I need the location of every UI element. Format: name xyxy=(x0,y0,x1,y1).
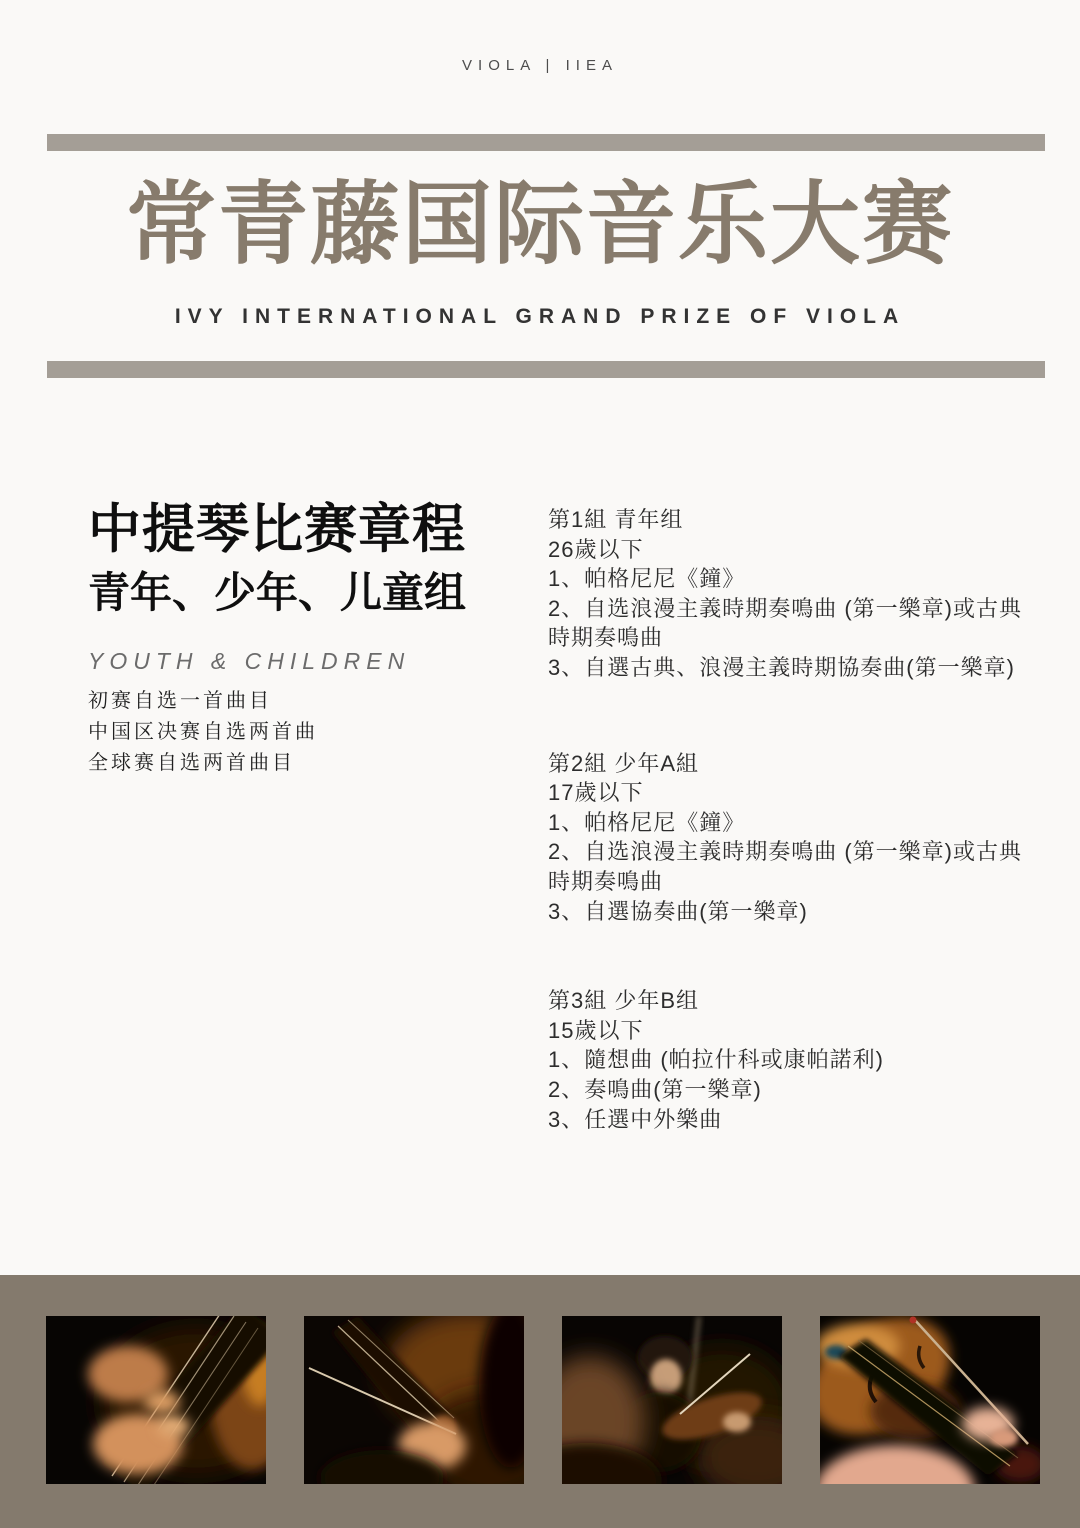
viola-photo-illustration-2 xyxy=(304,1316,524,1484)
photo-strip xyxy=(46,1316,1040,1484)
viola-photo-illustration-3 xyxy=(562,1316,782,1484)
group-line: 2、奏鳴曲(第一樂章) xyxy=(548,1076,762,1102)
requirement-line: 全球赛自选两首曲目 xyxy=(88,752,295,774)
divider-bar-top xyxy=(47,134,1045,151)
group-line: 17歲以下 xyxy=(548,780,644,806)
requirement-line: 中国区决赛自选两首曲 xyxy=(88,721,318,743)
group-line: 26歲以下 xyxy=(548,536,644,562)
group-junior-b xyxy=(548,986,1038,1134)
group-line: 3、任選中外樂曲 xyxy=(548,1106,723,1132)
group-title: 第3組 少年B组 xyxy=(548,988,700,1014)
group-title: 第1組 青年组 xyxy=(548,507,684,532)
group-title: 第2組 少年A組 xyxy=(548,750,700,776)
youth-children-label: YOUTH & CHILDREN xyxy=(88,648,411,674)
group-junior-a xyxy=(548,749,1038,927)
viola-photo-illustration-1 xyxy=(46,1316,266,1484)
group-line: 3、自選協奏曲(第一樂章) xyxy=(548,898,808,924)
rules-heading-line2: 青年、少年、儿童组 xyxy=(88,569,467,616)
group-line: 時期奏鳴曲 xyxy=(548,625,664,651)
round-requirements xyxy=(88,686,528,779)
group-line: 15歲以下 xyxy=(548,1017,644,1043)
photo-violist-performing xyxy=(562,1316,782,1484)
rules-summary-column xyxy=(88,500,528,779)
requirement-line: 初赛自选一首曲目 xyxy=(88,690,272,712)
poster-title: 常青藤国际音乐大赛 xyxy=(126,175,954,275)
group-line: 1、帕格尼尼《鐘》 xyxy=(548,566,746,592)
group-line: 2、自选浪漫主義時期奏鳴曲 (第一樂章)或古典 xyxy=(548,839,1023,865)
group-line: 2、自选浪漫主義時期奏鳴曲 (第一樂章)或古典 xyxy=(548,595,1023,621)
photo-viola-body-bow-and-arm xyxy=(820,1316,1040,1484)
group-line: 時期奏鳴曲 xyxy=(548,868,664,894)
group-line: 3、自選古典、浪漫主義時期協奏曲(第一樂章) xyxy=(548,654,1015,680)
photo-hands-on-viola-fingerboard xyxy=(46,1316,266,1484)
group-line: 1、帕格尼尼《鐘》 xyxy=(548,809,746,835)
photo-violin-neck-scroll-and-bow xyxy=(304,1316,524,1484)
group-repertoire-column xyxy=(548,505,1038,1134)
brand-header: VIOLA | IIEA xyxy=(462,57,618,74)
rules-heading-line1: 中提琴比赛章程 xyxy=(88,500,466,559)
group-line: 1、隨想曲 (帕拉什科或康帕諾利) xyxy=(548,1047,885,1073)
footer-band xyxy=(0,1275,1080,1528)
group-youth xyxy=(548,505,1038,683)
viola-photo-illustration-4 xyxy=(820,1316,1040,1484)
poster-subtitle: IVY INTERNATIONAL GRAND PRIZE OF VIOLA xyxy=(174,305,906,328)
divider-bar-bottom xyxy=(47,361,1045,378)
